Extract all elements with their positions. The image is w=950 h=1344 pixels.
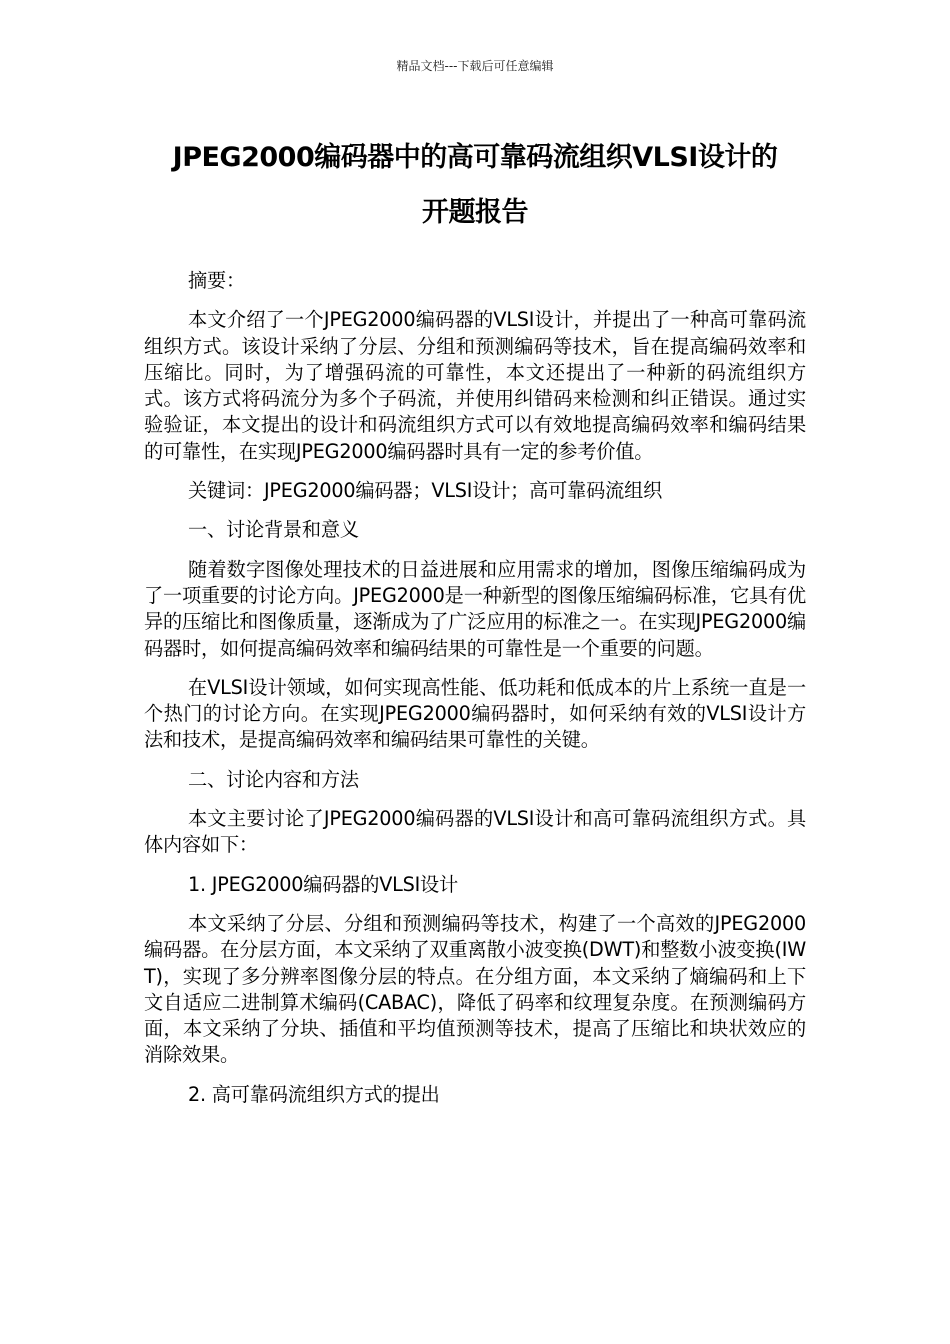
document-title bbox=[140, 130, 810, 240]
document-body bbox=[144, 268, 806, 1121]
background-paragraph-1: 随着数字图像处理技术的日益进展和应用需求的增加，图像压缩编码成为了一项重要的讨论方向。JPEG2000是一种新型的图像压缩编码标准，它具有优异的压缩比和图像质量，逐渐成为了广泛应用的标准之一。在实现JPEG2000编码器时，如何提高编码效率和编码结果的可靠性是一个重要的问题。 bbox=[144, 557, 806, 660]
section-heading-background: 一、讨论背景和意义 bbox=[188, 518, 359, 542]
section-heading-content-methods: 二、讨论内容和方法 bbox=[188, 767, 359, 791]
title-line-1: JPEG2000编码器中的高可靠码流组织VLSI设计的 bbox=[172, 142, 778, 173]
page-header: 精品文档---下载后可任意编辑 bbox=[396, 59, 554, 73]
subsection-heading-vlsi-design: 1. JPEG2000编码器的VLSI设计 bbox=[188, 872, 459, 896]
keywords-paragraph: 关键词：JPEG2000编码器；VLSI设计；高可靠码流组织 bbox=[188, 479, 663, 503]
background-paragraph-2: 在VLSI设计领域，如何实现高性能、低功耗和低成本的片上系统一直是一个热门的讨论方向。在实现JPEG2000编码器时，如何采纳有效的VLSI设计方法和技术，是提高编码效率和编码结果可靠性的关键。 bbox=[144, 675, 806, 752]
abstract-heading: 摘要： bbox=[188, 269, 245, 292]
abstract-paragraph: 本文介绍了一个JPEG2000编码器的VLSI设计，并提出了一种高可靠码流组织方式。该设计采纳了分层、分组和预测编码等技术，旨在提高编码效率和压缩比。同时，为了增强码流的可靠性，本文还提出了一种新的码流组织方式。该方式将码流分为多个子码流，并使用纠错码来检测和纠正错误。通过实验验证，本文提出的设计和码流组织方式可以有效地提高编码效率和编码结果的可靠性，在实现JPEG2000编码器时具有一定的参考价值。 bbox=[144, 308, 806, 463]
subsection-heading-stream-organization: 2. 高可靠码流组织方式的提出 bbox=[188, 1082, 440, 1106]
vlsi-design-paragraph: 本文采纳了分层、分组和预测编码等技术，构建了一个高效的JPEG2000编码器。在分层方面，本文采纳了双重离散小波变换(DWT)和整数小波变换(IWT)，实现了多分辨率图像分层的特点。在分组方面，本文采纳了熵编码和上下文自适应二进制算术编码(CABAC)，降低了码率和纹理复杂度。在预测编码方面，本文采纳了分块、插值和平均值预测等技术，提高了压缩比和块状效应的消除效果。 bbox=[144, 911, 806, 1067]
content-intro-paragraph: 本文主要讨论了JPEG2000编码器的VLSI设计和高可靠码流组织方式。具体内容如下： bbox=[144, 807, 806, 857]
title-line-2: 开题报告 bbox=[422, 197, 528, 228]
